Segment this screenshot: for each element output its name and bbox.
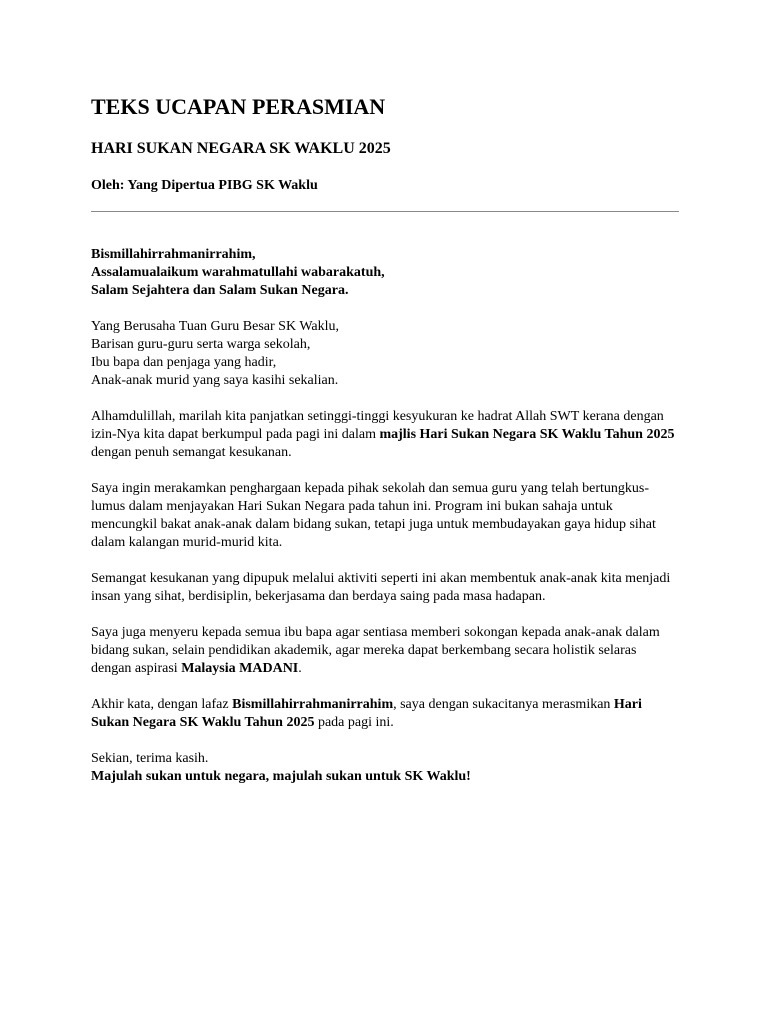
document-page [91, 93, 679, 804]
horizontal-divider [91, 211, 679, 212]
paragraph-text: , saya dengan sukacitanya merasmikan [393, 697, 614, 712]
paragraph-bold-text: Hari Sukan Negara SK Waklu Tahun 2025 [91, 697, 642, 730]
greeting-line: Assalamualaikum warahmatullahi wabarakatuh, [91, 265, 385, 280]
salutation-line: Barisan guru-guru serta warga sekolah, [91, 337, 311, 352]
salutation-line: Yang Berusaha Tuan Guru Besar SK Waklu, [91, 319, 340, 334]
closing-motto: Majulah sukan untuk negara, majulah sukan untuk SK Waklu! [91, 769, 471, 784]
paragraph-sportsmanship: Semangat kesukanan yang dipupuk melalui aktiviti seperti ini akan membentuk anak-anak kita menjadi insan yang sihat, berdisiplin, bekerjasama dan berdaya saing pada masa hadapan. [91, 571, 671, 604]
paragraph-text: Akhir kata, dengan lafaz [91, 697, 233, 712]
paragraph-bold-text: Malaysia MADANI [181, 661, 299, 676]
paragraph-officiating [91, 696, 679, 732]
speech-body [91, 246, 679, 786]
paragraph-text: pada pagi ini. [314, 715, 394, 730]
greeting-line: Salam Sejahtera dan Salam Sukan Negara. [91, 283, 349, 298]
paragraph-gratitude [91, 408, 679, 462]
paragraph-bold-text: majlis Hari Sukan Negara SK Waklu Tahun 2025 [379, 427, 675, 442]
paragraph-text: . [298, 661, 302, 676]
paragraph-appreciation: Saya ingin merakamkan penghargaan kepada pihak sekolah dan semua guru yang telah bertungkus-lumus dalam menjayakan Hari Sukan Negara pada tahun ini. Program ini bukan sahaja untuk mencungkil bakat anak-anak dalam bidang sukan, tetapi juga untuk membudayakan gaya hidup sihat dalam kalangan murid-murid kita. [91, 481, 656, 550]
salutations-block [91, 318, 679, 390]
salutation-line: Ibu bapa dan penjaga yang hadir, [91, 355, 277, 370]
document-title: TEKS UCAPAN PERASMIAN [91, 94, 386, 119]
paragraph-text: Alhamdulillah, marilah kita panjatkan setinggi-tinggi kesyukuran ke hadrat Allah SWT kerana dengan izin-Nya kita dapat berkumpul pada pagi ini dalam [91, 409, 664, 442]
paragraph-text: dengan penuh semangat kesukanan. [91, 445, 292, 460]
closing-line: Sekian, terima kasih. [91, 751, 209, 766]
paragraph-bold-text: Bismillahirrahmanirrahim [232, 697, 394, 712]
salutation-line: Anak-anak murid yang saya kasihi sekalian. [91, 373, 339, 388]
greeting-block [91, 246, 679, 300]
greeting-line: Bismillahirrahmanirrahim, [91, 247, 256, 262]
document-byline: Oleh: Yang Dipertua PIBG SK Waklu [91, 178, 318, 193]
document-subtitle: HARI SUKAN NEGARA SK WAKLU 2025 [91, 140, 391, 157]
paragraph-text: Saya juga menyeru kepada semua ibu bapa agar sentiasa memberi sokongan kepada anak-anak dalam bidang sukan, selain pendidikan akademik, agar mereka dapat berkembang secara holistik selaras dengan aspirasi [91, 625, 660, 676]
closing-block [91, 750, 679, 786]
paragraph-parents [91, 624, 679, 678]
